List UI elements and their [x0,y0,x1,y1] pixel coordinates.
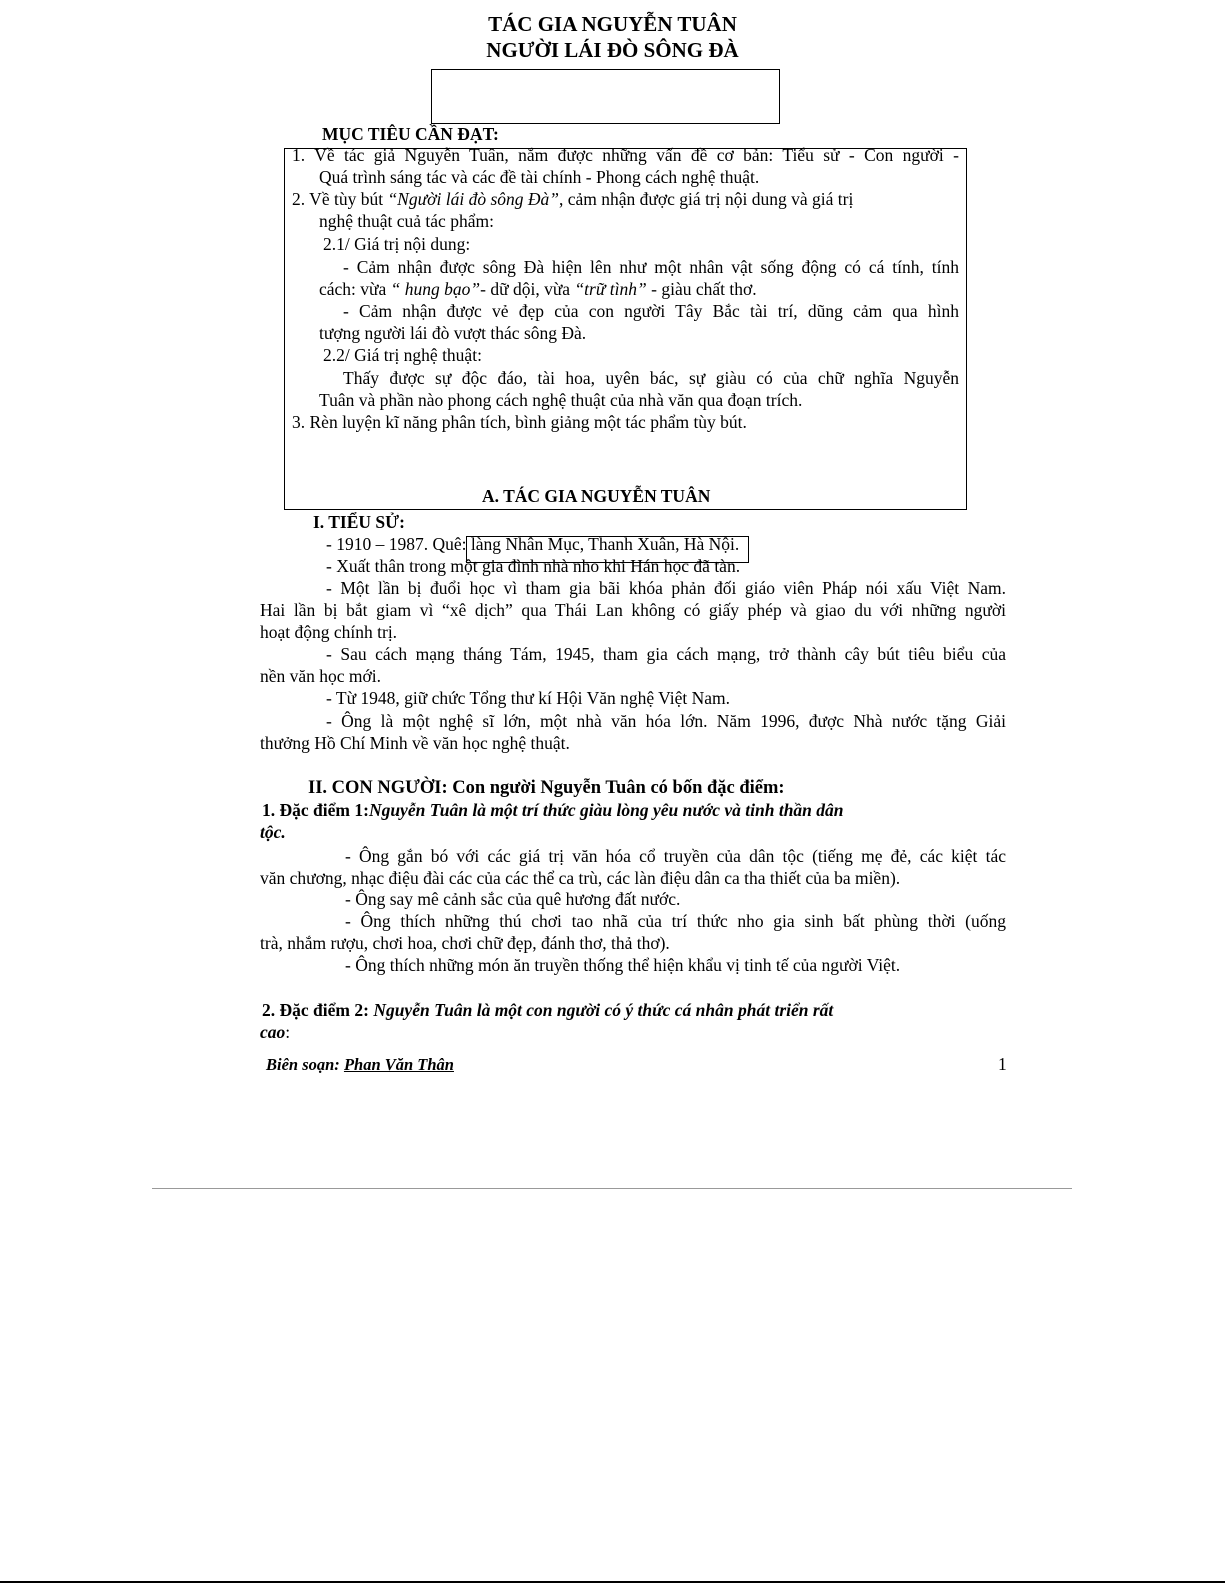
bio-line-1: - 1910 – 1987. Quê: làng Nhân Mục, Thanh Xuân, Hà Nội. [326,534,740,554]
trait-2-label: 2. Đặc điểm 2: [262,1000,374,1020]
objective-2-line2: nghệ thuật cuả tác phẩm: [319,211,494,231]
objective-2-line1 [292,188,959,210]
trait-1-text: Nguyễn Tuân là một trí thức giàu lòng yêu nước và tinh thần dân [368,800,844,820]
text-segment: cách: vừa [319,279,391,299]
trait-1-line2: tộc. [260,822,286,842]
text-segment: - dữ dội, vừa [480,279,575,299]
footer-author: Phan Văn Thân [343,1055,454,1074]
footer-compiler [266,1054,454,1076]
trait-1-p3-line2: trà, nhắm rượu, chơi hoa, chơi chữ đẹp, đánh thơ, thả thơ). [260,933,670,953]
trait-2-text: Nguyễn Tuân là một con người có ý thức cá nhân phát triển rất [373,1000,834,1020]
page-number: 1 [998,1054,1007,1074]
objective-1-line1: 1. Về tác giả Nguyễn Tuân, nắm được những vấn đề cơ bản: Tiểu sử - Con người - [292,145,959,165]
page-separator [152,1188,1072,1189]
trait-1-p3-line1: - Ông thích những thú chơi tao nhã của trí thức nho gia sinh bất phùng thời (uống [345,911,1006,931]
hung-bao-quote: “ hung bạo” [390,279,481,299]
bio-line-2: - Xuất thân trong một gia đình nhà nho khi Hán học đã tàn. [326,556,741,576]
objective-2-1-p2-line1: - Cảm nhận được vẻ đẹp của con người Tây Bắc tài trí, dũng cảm qua hình [343,301,959,321]
trait-1-label: 1. Đặc điểm 1: [262,800,369,820]
trait-1-p2: - Ông say mê cảnh sắc của quê hương đất nước. [345,889,681,909]
bio-line-5: - Từ 1948, giữ chức Tổng thư kí Hội Văn nghệ Việt Nam. [326,688,731,708]
tru-tinh-quote: “trữ tình” [574,279,647,299]
document-title-line2: NGƯỜI LÁI ĐÒ SÔNG ĐÀ [486,38,739,62]
trait-1-p1-line2: văn chương, nhạc điệu đài các của các thể ca trù, các làn điệu dân ca tha thiết của ba miền). [260,868,901,888]
objective-1-line2: Quá trình sáng tác và các đề tài chính - Phong cách nghệ thuật. [319,167,760,187]
objective-2-2-heading: 2.2/ Giá trị nghệ thuật: [323,345,482,365]
trait-2-text-cont: cao [260,1022,286,1042]
objective-2-prefix: 2. Về tùy bút [292,189,388,209]
footer-compiled-label: Biên soạn: [266,1055,344,1074]
bio-line-3a: - Một lần bị đuổi học vì tham gia bãi khóa phản đối giáo viên Pháp nói xấu Việt Nam. [326,578,1006,598]
trait-1-p1-line1: - Ông gắn bó với các giá trị văn hóa cổ truyền của dân tộc (tiếng mẹ đẻ, các kiệt tác [345,846,1006,866]
objective-2-2-line2: Tuân và phần nào phong cách nghệ thuật của nhà văn qua đoạn trích. [319,390,803,410]
objective-2-work-title: “Người lái đò sông Đà” [387,189,560,209]
objective-2-1-p1-line2 [319,278,757,300]
bio-line-6b: thưởng Hồ Chí Minh về văn học nghệ thuật. [260,733,570,753]
trait-2-line2 [260,1021,290,1043]
text-segment: - giàu chất thơ. [646,279,757,299]
objective-2-2-line1: Thấy được sự độc đáo, tài hoa, uyên bác, sự giàu có của chữ nghĩa Nguyễn [343,368,959,388]
person-heading: II. CON NGƯỜI: Con người Nguyễn Tuân có bốn đặc điểm: [308,778,785,798]
bio-line-6a: - Ông là một nghệ sĩ lớn, một nhà văn hóa lớn. Năm 1996, được Nhà nước tặng Giải [326,711,1006,731]
bio-heading: I. TIỂU SỬ: [313,512,405,532]
trait-1-p4: - Ông thích những món ăn truyền thống thể hiện khẩu vị tinh tế của người Việt. [345,955,901,975]
objective-2-1-p1-line1: - Cảm nhận được sông Đà hiện lên như một nhân vật sống động có cá tính, tính [343,257,959,277]
document-title-line1: TÁC GIA NGUYỄN TUÂN [488,12,737,36]
bio-line-3c: hoạt động chính trị. [260,622,398,642]
trait-2-line1 [262,999,833,1021]
objective-3: 3. Rèn luyện kĩ năng phân tích, bình giảng một tác phẩm tùy bút. [292,412,747,432]
objective-2-1-p2-line2: tượng người lái đò vượt thác sông Đà. [319,323,587,343]
trait-1-line1 [262,799,844,821]
objectives-heading: MỤC TIÊU CẦN ĐẠT: [322,124,499,144]
section-a-heading: A. TÁC GIA NGUYỄN TUÂN [482,486,711,506]
text-segment: : [285,1022,291,1042]
empty-text-box [431,69,780,124]
bio-line-4a: - Sau cách mạng tháng Tám, 1945, tham gia cách mạng, trở thành cây bút tiêu biểu của [326,644,1006,664]
bottom-edge-line [0,1581,1225,1583]
objective-2-1-heading: 2.1/ Giá trị nội dung: [323,234,471,254]
bio-line-3b: Hai lần bị bắt giam vì “xê dịch” qua Thái Lan không có giấy phép và giao du với những người [260,600,1006,620]
bio-line-4b: nền văn học mới. [260,666,382,686]
objective-2-suffix: , cảm nhận được giá trị nội dung và giá trị [559,189,854,209]
